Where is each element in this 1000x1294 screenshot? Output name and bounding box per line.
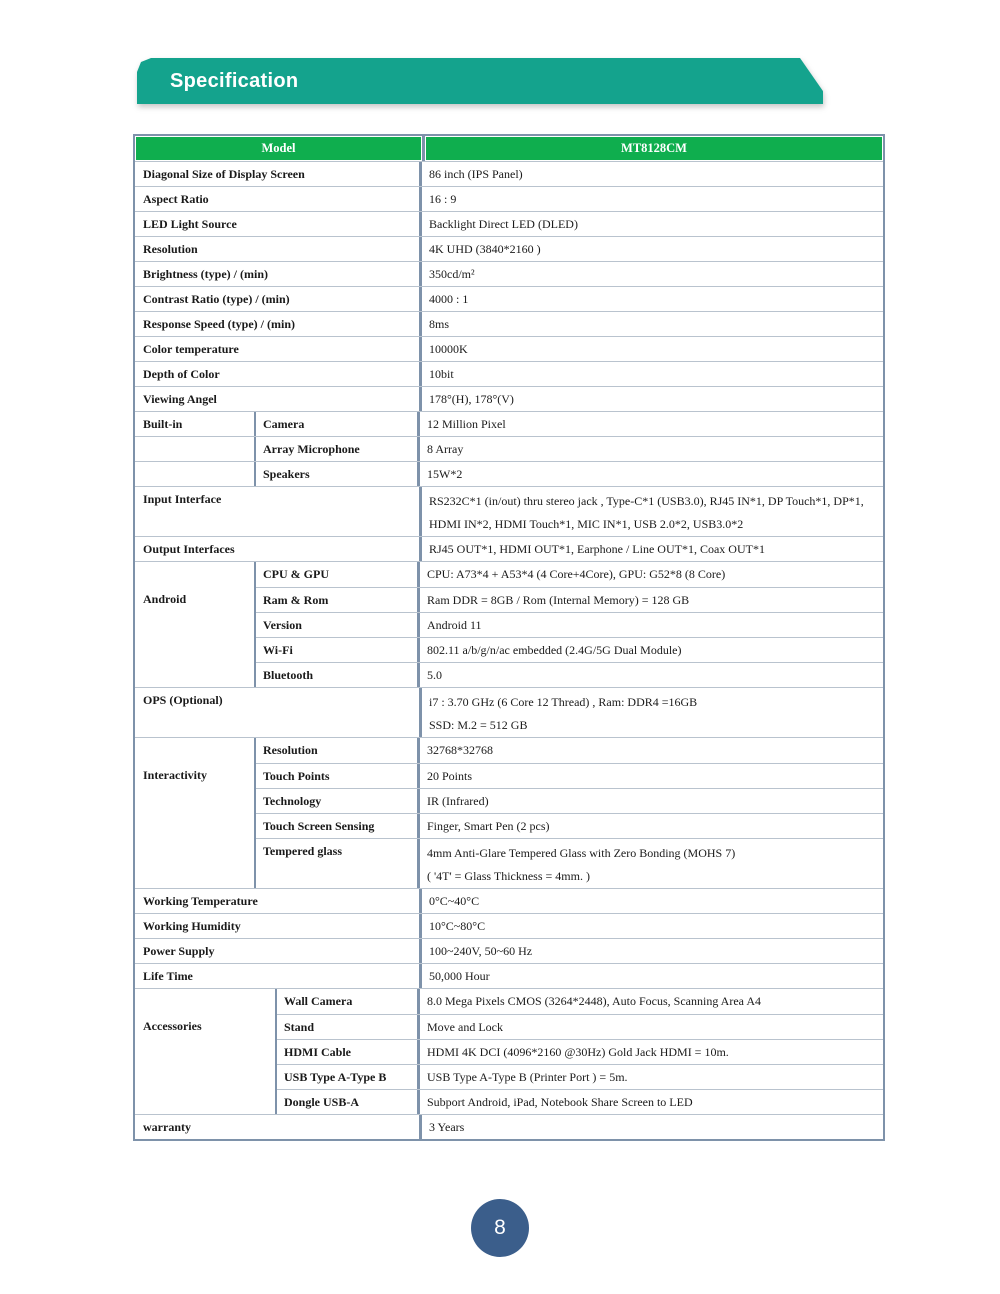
- row-sublabel: Bluetooth: [256, 663, 420, 687]
- page-title: Specification: [170, 70, 299, 92]
- row-value-line: SSD: M.2 = 512 GB: [429, 718, 528, 732]
- row-label: Brightness (type) / (min): [135, 262, 422, 286]
- row-value: [420, 638, 883, 662]
- table-group-row: [135, 737, 883, 888]
- spec-table: [133, 134, 885, 1141]
- row-value-line: 178°(H), 178°(V): [429, 391, 514, 406]
- row-value: [420, 839, 883, 888]
- row-value-line: Android 11: [427, 617, 482, 632]
- row-value: [420, 989, 883, 1014]
- table-row: [135, 536, 883, 561]
- row-label: Built-in: [135, 412, 256, 436]
- row-value: [422, 914, 883, 938]
- row-value: [420, 613, 883, 637]
- row-sublabel: Speakers: [256, 462, 420, 486]
- row-value-line: 4K UHD (3840*2160 ): [429, 241, 541, 256]
- table-row: [256, 763, 883, 788]
- table-row: [135, 486, 883, 536]
- header-value-cell-wrap: [425, 136, 883, 161]
- row-label: Color temperature: [135, 337, 422, 361]
- table-row: [135, 186, 883, 211]
- table-row: [277, 989, 883, 1014]
- row-value-line: Subport Android, iPad, Notebook Share Screen to LED: [427, 1094, 693, 1109]
- row-value: [422, 889, 883, 913]
- row-value: [420, 588, 883, 612]
- row-value-line: 15W*2: [427, 466, 463, 481]
- group-label: Interactivity: [135, 738, 256, 888]
- row-value: [422, 487, 883, 536]
- row-value: [422, 964, 883, 988]
- row-sublabel: Array Microphone: [256, 437, 420, 461]
- section-banner: [137, 58, 823, 104]
- row-sublabel: Touch Screen Sensing: [256, 814, 420, 838]
- table-row: [135, 386, 883, 411]
- row-value-line: Finger, Smart Pen (2 pcs): [427, 818, 550, 833]
- table-row: [256, 587, 883, 612]
- table-row: [135, 361, 883, 386]
- table-row: [135, 913, 883, 938]
- row-value-line: 8 Array: [427, 441, 464, 456]
- row-value: [422, 337, 883, 361]
- row-sublabel: Wall Camera: [277, 989, 420, 1014]
- row-value: [422, 162, 883, 186]
- row-value-line: i7 : 3.70 GHz (6 Core 12 Thread) , Ram: DDR4 =16GB: [429, 695, 698, 709]
- table-row: [135, 411, 883, 436]
- row-value: [422, 312, 883, 336]
- row-value-line: ( '4T' = Glass Thickness = 4mm. ): [427, 869, 590, 883]
- group-items: [256, 562, 883, 687]
- row-value-line: 10000K: [429, 341, 468, 356]
- row-value-line: Move and Lock: [427, 1019, 503, 1034]
- group-items: [256, 738, 883, 888]
- row-sublabel: Ram & Rom: [256, 588, 420, 612]
- row-value: [420, 562, 883, 587]
- row-value-line: 4mm Anti-Glare Tempered Glass with Zero Bonding (MOHS 7): [427, 846, 736, 860]
- row-sublabel: Technology: [256, 789, 420, 813]
- row-label: [135, 462, 256, 486]
- table-row: [277, 1039, 883, 1064]
- row-label: Diagonal Size of Display Screen: [135, 162, 422, 186]
- row-value: [420, 814, 883, 838]
- row-label: Viewing Angel: [135, 387, 422, 411]
- row-value-line: 32768*32768: [427, 743, 493, 757]
- table-row: [135, 1114, 883, 1139]
- row-value: [422, 387, 883, 411]
- row-value-line: 0°C~40°C: [429, 893, 480, 908]
- row-label: Aspect Ratio: [135, 187, 422, 211]
- table-row: [135, 211, 883, 236]
- row-value: [420, 1090, 883, 1114]
- row-label: Power Supply: [135, 939, 422, 963]
- row-label: Working Humidity: [135, 914, 422, 938]
- group-items: [277, 989, 883, 1114]
- table-row: [256, 662, 883, 687]
- table-row: [135, 888, 883, 913]
- row-sublabel: Tempered glass: [256, 839, 420, 888]
- row-value-line: RJ45 OUT*1, HDMI OUT*1, Earphone / Line OUT*1, Coax OUT*1: [429, 541, 765, 556]
- row-sublabel: USB Type A-Type B: [277, 1065, 420, 1089]
- row-value: [422, 1115, 883, 1139]
- table-row: [135, 938, 883, 963]
- table-row: [135, 687, 883, 737]
- row-value: [420, 1015, 883, 1039]
- row-label: Working Temperature: [135, 889, 422, 913]
- row-value-line: 86 inch (IPS Panel): [429, 166, 523, 181]
- row-value-line: 50,000 Hour: [429, 968, 490, 983]
- table-row: [135, 161, 883, 186]
- row-value: [420, 462, 883, 486]
- row-sublabel: Dongle USB-A: [277, 1090, 420, 1114]
- row-value-line: 20 Points: [427, 768, 473, 783]
- row-sublabel: Wi-Fi: [256, 638, 420, 662]
- row-label: Contrast Ratio (type) / (min): [135, 287, 422, 311]
- row-value: [422, 287, 883, 311]
- table-row: [135, 336, 883, 361]
- row-value: [422, 362, 883, 386]
- row-value-line: 802.11 a/b/g/n/ac embedded (2.4G/5G Dual Module): [427, 642, 682, 657]
- row-value: [420, 1040, 883, 1064]
- row-sublabel: Camera: [256, 412, 420, 436]
- row-value-line: 5.0: [427, 667, 442, 682]
- row-value: [422, 262, 883, 286]
- row-value-line: 10°C~80°C: [429, 918, 486, 933]
- group-label: Accessories: [135, 989, 277, 1114]
- row-value: [422, 939, 883, 963]
- row-value-line: 12 Million Pixel: [427, 416, 506, 431]
- table-row: [135, 286, 883, 311]
- row-value: [422, 237, 883, 261]
- row-value: [422, 688, 883, 737]
- row-sublabel: Stand: [277, 1015, 420, 1039]
- table-row: [256, 637, 883, 662]
- row-sublabel: Resolution: [256, 738, 420, 763]
- row-value: [420, 764, 883, 788]
- table-row: [135, 461, 883, 486]
- row-label: Resolution: [135, 237, 422, 261]
- table-body: [135, 161, 883, 1139]
- table-row: [256, 838, 883, 888]
- row-value-line: 16 : 9: [429, 191, 457, 206]
- row-label: Response Speed (type) / (min): [135, 312, 422, 336]
- row-sublabel: HDMI Cable: [277, 1040, 420, 1064]
- row-value-line: Backlight Direct LED (DLED): [429, 216, 578, 231]
- row-value-line: Ram DDR = 8GB / Rom (Internal Memory) = 128 GB: [427, 592, 690, 607]
- row-label: OPS (Optional): [135, 688, 422, 737]
- row-label: Depth of Color: [135, 362, 422, 386]
- table-row: [135, 436, 883, 461]
- row-value-line: 8.0 Mega Pixels CMOS (3264*2448), Auto Focus, Scanning Area A4: [427, 994, 761, 1008]
- row-value-line: 350cd/m²: [429, 266, 475, 281]
- row-value: [420, 1065, 883, 1089]
- header-value-cell: MT8128CM: [426, 137, 882, 160]
- row-value: [420, 412, 883, 436]
- row-sublabel: Touch Points: [256, 764, 420, 788]
- table-row: [135, 963, 883, 988]
- table-row: [277, 1089, 883, 1114]
- row-value-line: IR (Infrared): [427, 793, 489, 808]
- row-value-line: 4000 : 1: [429, 291, 469, 306]
- table-row: [277, 1014, 883, 1039]
- row-value-line: 100~240V, 50~60 Hz: [429, 943, 533, 958]
- row-value: [420, 789, 883, 813]
- header-model-cell: Model: [136, 137, 421, 160]
- row-value-line: 8ms: [429, 316, 450, 331]
- header-model-cell-wrap: [135, 136, 425, 161]
- table-header-row: [135, 136, 883, 161]
- row-value-line: RS232C*1 (in/out) thru stereo jack , Type-C*1 (USB3.0), RJ45 IN*1, DP Touch*1, DP*1,: [429, 494, 864, 508]
- table-group-row: [135, 561, 883, 687]
- row-value: [420, 738, 883, 763]
- table-group-row: [135, 988, 883, 1114]
- row-value: [420, 437, 883, 461]
- table-row: [135, 311, 883, 336]
- row-value-line: CPU: A73*4 + A53*4 (4 Core+4Core), GPU: G52*8 (8 Core): [427, 567, 726, 581]
- row-value: [422, 212, 883, 236]
- table-row: [256, 738, 883, 763]
- table-row: [277, 1064, 883, 1089]
- row-label: LED Light Source: [135, 212, 422, 236]
- table-row: [256, 788, 883, 813]
- row-value: [422, 537, 883, 561]
- row-sublabel: CPU & GPU: [256, 562, 420, 587]
- row-label: Input Interface: [135, 487, 422, 536]
- group-label: Android: [135, 562, 256, 687]
- row-value-line: USB Type A-Type B (Printer Port ) = 5m.: [427, 1069, 628, 1084]
- row-value-line: 10bit: [429, 366, 454, 381]
- page-number-badge: 8: [471, 1199, 529, 1257]
- table-row: [256, 612, 883, 637]
- row-label: warranty: [135, 1115, 422, 1139]
- row-value: [420, 663, 883, 687]
- row-label: [135, 437, 256, 461]
- row-sublabel: Version: [256, 613, 420, 637]
- row-label: Life Time: [135, 964, 422, 988]
- table-row: [135, 236, 883, 261]
- row-label: Output Interfaces: [135, 537, 422, 561]
- row-value: [422, 187, 883, 211]
- table-row: [256, 562, 883, 587]
- table-row: [135, 261, 883, 286]
- row-value-line: HDMI 4K DCI (4096*2160 @30Hz) Gold Jack HDMI = 10m.: [427, 1044, 729, 1059]
- table-row: [256, 813, 883, 838]
- row-value-line: 3 Years: [429, 1119, 465, 1134]
- row-value-line: HDMI IN*2, HDMI Touch*1, MIC IN*1, USB 2.0*2, USB3.0*2: [429, 517, 744, 531]
